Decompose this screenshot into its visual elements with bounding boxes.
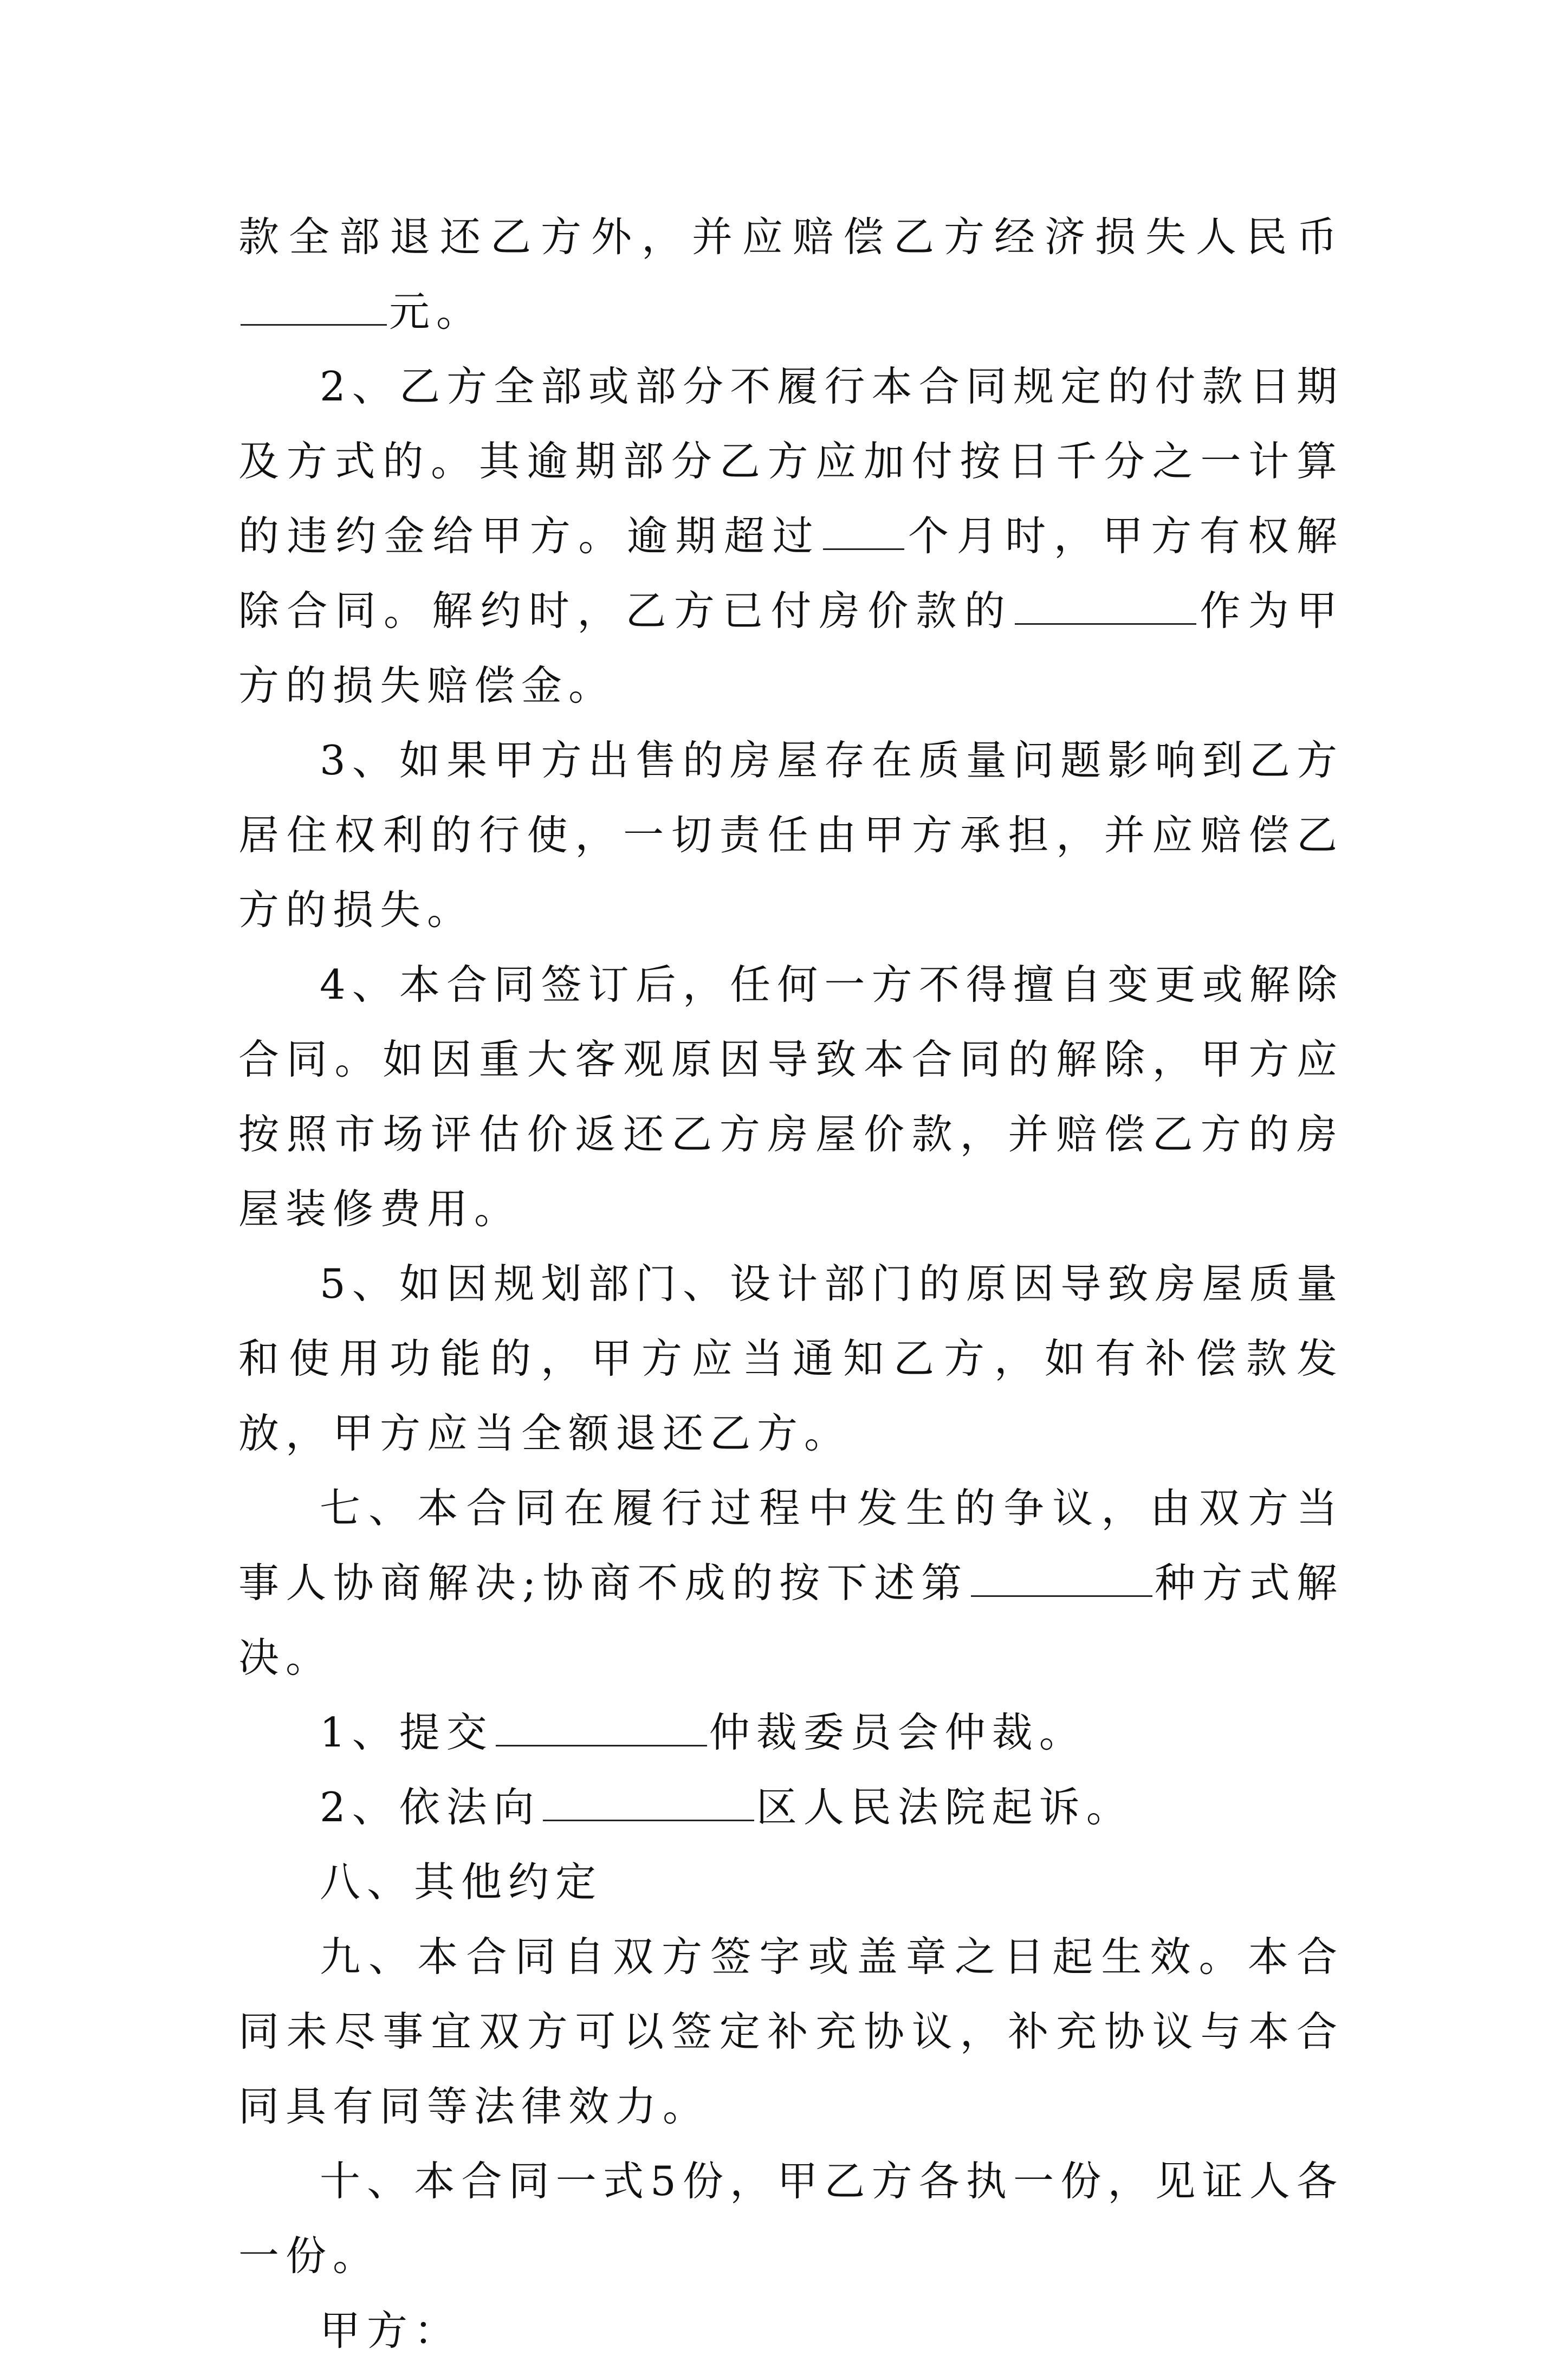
- court-district-blank: [543, 1781, 754, 1821]
- arbitration-committee-blank: [496, 1706, 707, 1746]
- paragraph-quality-issue: 3、如果甲方出售的房屋存在质量问题影响到乙方居住权利的行使，一切责任由甲方承担，并应赔偿乙方的损失。: [238, 736, 1344, 934]
- party-a-signature-label: 甲方：: [320, 2307, 462, 2354]
- percentage-blank: [1015, 584, 1196, 625]
- paragraph-text: 七、本合同在履行过程中发生的争议，由双方当事人协商解决;协商不成的按下述第: [238, 1484, 1344, 1607]
- paragraph-copies: 十、本合同一式5份，甲乙方各执一份，见证人各一份。: [238, 2157, 1344, 2280]
- method-number-blank: [971, 1556, 1152, 1597]
- paragraph-text: 2、依法向: [320, 1783, 541, 1831]
- paragraph-contract-change: 4、本合同签订后，任何一方不得擅自变更或解除合同。如因重大客观原因导致本合同的解除，甲方应按照市场评估价返还乙方房屋价款，并赔偿乙方的房屋装修费用。: [238, 961, 1344, 1233]
- paragraph-planning-department: 5、如因规划部门、设计部门的原因导致房屋质量和使用功能的，甲方应当通知乙方，如有补偿款发放，甲方应当全额退还乙方。: [238, 1260, 1344, 1457]
- paragraph-text: 仲裁委员会仲裁。: [709, 1709, 1086, 1756]
- paragraph-effective-date: 九、本合同自双方签字或盖章之日起生效。本合同未尽事宜双方可以签定补充协议，补充协议与本合同具有同等法律效力。: [238, 1933, 1344, 2130]
- months-blank: [823, 509, 904, 550]
- paragraph-text: 作为甲方的损失赔偿金。: [238, 587, 1344, 709]
- paragraph-other-agreements: 八、其他约定: [320, 1858, 603, 1906]
- paragraph-payment-default: [238, 349, 1344, 723]
- paragraph-arbitration: [238, 1695, 1344, 1770]
- contract-body: [238, 199, 1344, 2368]
- paragraph-text: 1、提交: [320, 1709, 494, 1756]
- paragraph-text: 个月时，甲方有权解除合同。解约时，乙方已付房价款的: [238, 512, 1344, 635]
- paragraph-text: 种方式解决。: [238, 1559, 1344, 1681]
- paragraph-text: 2、乙方全部或部分不履行本合同规定的付款日期及方式的。其逾期部分乙方应加付按日千分之一计算的违约金给甲方。逾期超过: [238, 363, 1344, 560]
- paragraph-text: 区人民法院起诉。: [756, 1783, 1133, 1831]
- paragraph-refund-compensation: [238, 199, 1344, 349]
- paragraph-litigation: [238, 1770, 1344, 1845]
- paragraph-dispute-resolution: [238, 1471, 1344, 1695]
- amount-blank: [241, 285, 387, 326]
- paragraph-text: 款全部退还乙方外，并应赔偿乙方经济损失人民币: [238, 213, 1344, 261]
- paragraph-text: 元。: [389, 288, 484, 335]
